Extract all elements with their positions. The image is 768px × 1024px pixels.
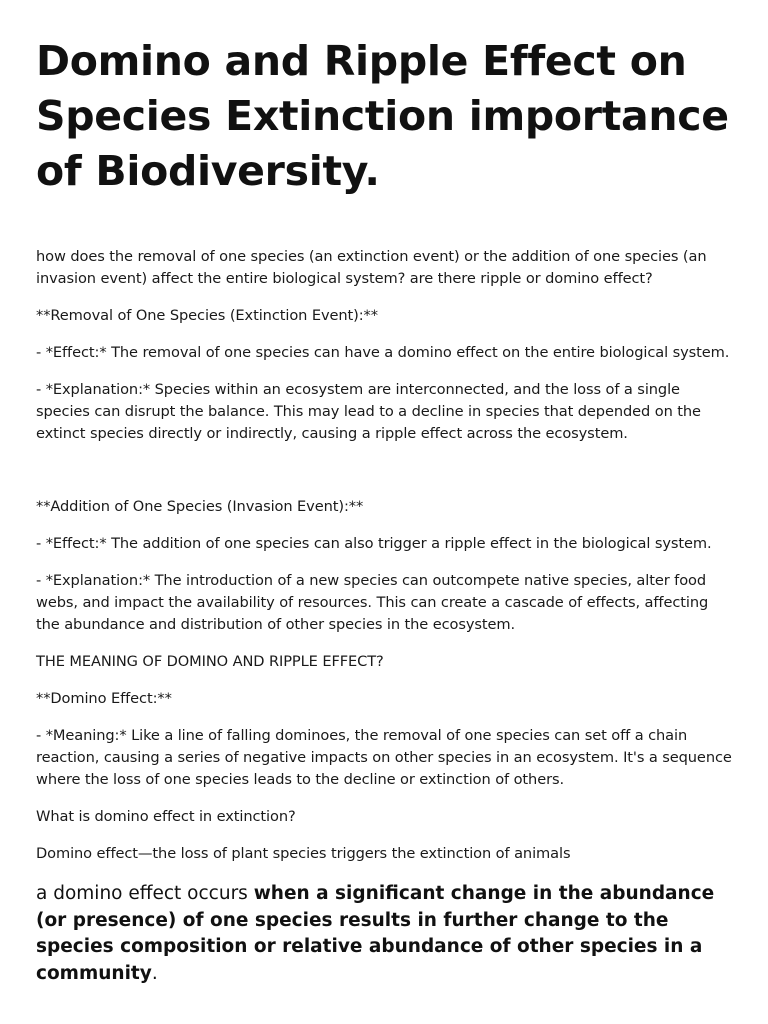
definition-bold: when a significant change in the abundance (or presence) of one species results in further change to the species composition or relative abundance of other species in a community [36,883,715,984]
removal-heading: **Removal of One Species (Extinction Event):** [36,307,378,324]
removal-explanation: - *Explanation:* Species within an ecosystem are interconnected, and the loss of a single species can disrupt the balance. This may lead to a decline in species that depended on the extinct species directly or indirectly, causing a ripple effect across the ecosystem. [36,381,701,442]
addition-effect: - *Effect:* The addition of one species can also trigger a ripple effect in the biological system. [36,535,712,552]
removal-effect: - *Effect:* The removal of one species can have a domino effect on the entire biological system. [36,344,730,361]
meaning-heading: THE MEANING OF DOMINO AND RIPPLE EFFECT? [36,653,384,670]
domino-meaning: - *Meaning:* Like a line of falling dominoes, the removal of one species can set off a chain reaction, causing a series of negative impacts on other species in an ecosystem. It's a sequence where the loss of one species leads to the decline or extinction of others. [36,727,732,788]
definition-end: . [151,962,158,984]
definition-paragraph [36,881,736,987]
short-answer-paragraph: Domino effect—the loss of plant species triggers the extinction of animals [36,845,571,862]
document-title: Domino and Ripple Effect on Species Extinction importance of Biodiversity. [36,37,729,195]
addition-explanation: - *Explanation:* The introduction of a new species can outcompete native species, alter food webs, and impact the availability of resources. This can create a cascade of effects, affecting the abundance and distribution of other species in the ecosystem. [36,572,709,633]
addition-heading: **Addition of One Species (Invasion Event):** [36,498,364,515]
section-spacer [36,460,736,496]
domino-heading: **Domino Effect:** [36,690,172,707]
intro-paragraph: how does the removal of one species (an extinction event) or the addition of one species (an invasion event) affect the entire biological system? are there ripple or domino effect? [36,248,707,287]
definition-lead: a domino effect occurs [36,883,254,904]
question-paragraph: What is domino effect in extinction? [36,808,296,825]
document-body [36,246,736,1006]
